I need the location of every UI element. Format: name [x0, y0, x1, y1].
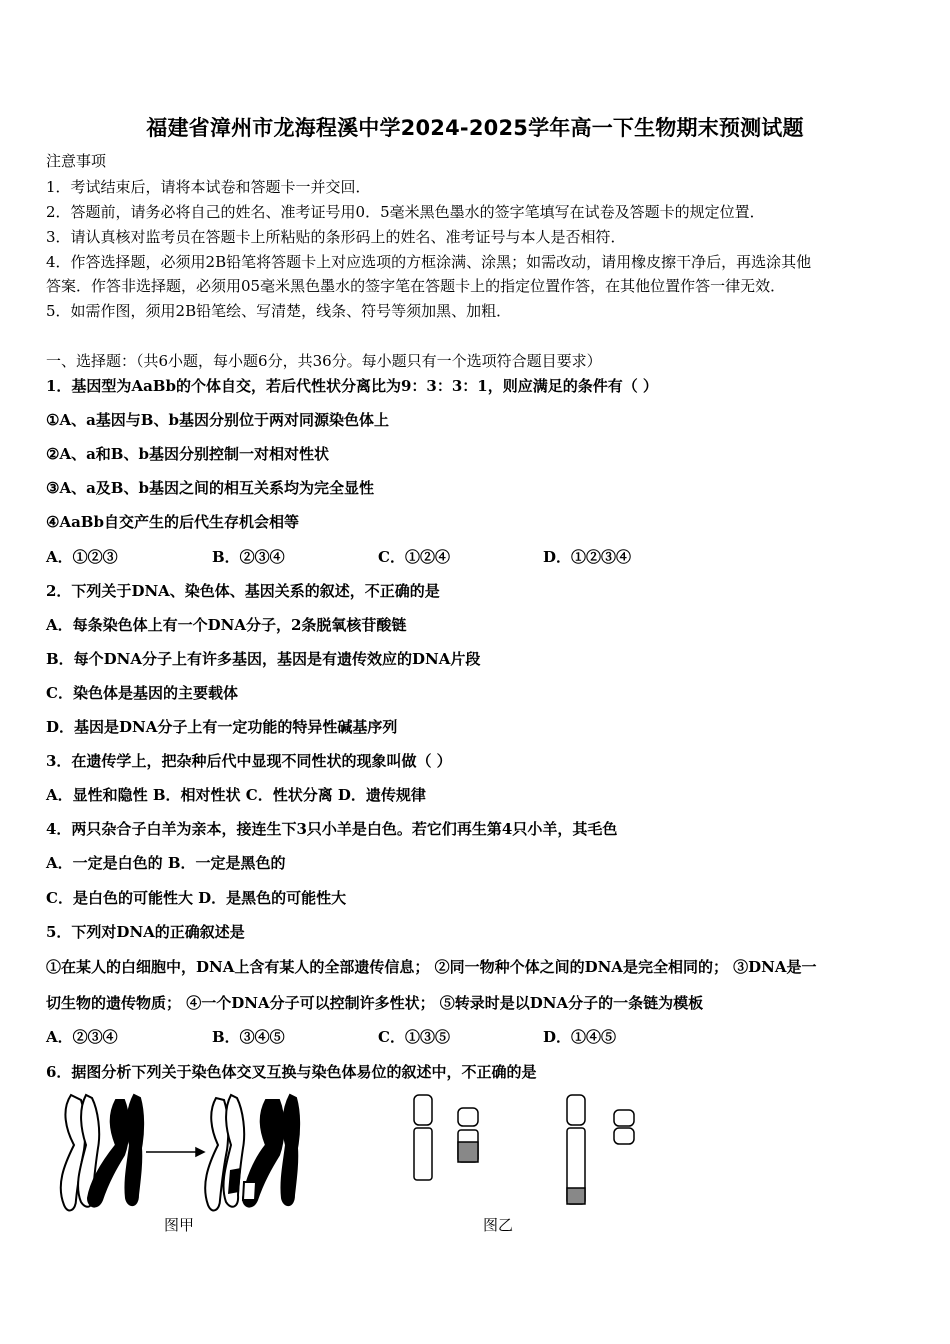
figure-b — [414, 1095, 634, 1204]
question-5-option-b: B．③④⑤ — [212, 1028, 285, 1046]
question-2-stem: 2．下列关于DNA、染色体、基因关系的叙述，不正确的是 — [46, 582, 440, 600]
notice-item: 4．作答选择题，必须用2B铅笔将答题卡上对应选项的方框涂满、涂黑；如需改动，请用橡皮擦干净后，再选涂其他 — [46, 253, 812, 271]
question-4-options-cd: C．是白色的可能性大 D．是黑色的可能性大 — [46, 889, 347, 907]
question-5-option-c: C．①③⑤ — [378, 1028, 450, 1046]
question-2-option-a: A．每条染色体上有一个DNA分子，2条脱氧核苷酸链 — [46, 616, 407, 634]
question-1-stem: 1．基因型为AaBb的个体自交，若后代性状分离比为9：3：3：1，则应满足的条件有（ ） — [46, 377, 658, 395]
question-2-option-d: D．基因是DNA分子上有一定功能的特异性碱基序列 — [46, 718, 398, 736]
chromosome-diagram — [46, 1090, 646, 1240]
page-title: 福建省漳州市龙海程溪中学2024-2025学年高一下生物期末预测试题 — [146, 116, 804, 140]
question-1-statement: ③A、a及B、b基因之间的相互关系均为完全显性 — [46, 479, 374, 497]
notice-item: 1．考试结束后，请将本试卷和答题卡一并交回． — [46, 178, 371, 196]
figure-a-after — [205, 1095, 299, 1210]
notice-item: 2．答题前，请务必将自己的姓名、准考证号用0．5毫米黑色墨水的签字笔填写在试卷及答题卡的规定位置． — [46, 203, 765, 221]
question-5-statements: ①在某人的白细胞中，DNA上含有某人的全部遗传信息； ②同一物种个体之间的DNA是完全相同的； ③DNA是一 — [46, 958, 817, 976]
question-5-statements: 切生物的遗传物质； ④一个DNA分子可以控制许多性状； ⑤转录时是以DNA分子的一条链为模板 — [46, 994, 704, 1012]
question-2-option-c: C．染色体是基因的主要载体 — [46, 684, 238, 702]
figure-a-label: 图甲 — [164, 1216, 195, 1234]
question-1-option-a: A．①②③ — [46, 548, 118, 566]
notice-heading: 注意事项 — [46, 152, 107, 170]
question-3-stem: 3．在遗传学上，把杂种后代中显现不同性状的现象叫做（ ） — [46, 752, 452, 770]
question-1-option-b: B．②③④ — [212, 548, 285, 566]
question-5-stem: 5．下列对DNA的正确叙述是 — [46, 923, 245, 941]
question-1-statement: ④AaBb自交产生的后代生存机会相等 — [46, 513, 299, 531]
question-5-option-d: D．①④⑤ — [543, 1028, 617, 1046]
question-1-option-d: D．①②③④ — [543, 548, 632, 566]
question-5-option-a: A．②③④ — [46, 1028, 118, 1046]
arrow-icon — [146, 1148, 204, 1156]
notice-item: 5．如需作图，须用2B铅笔绘、写清楚，线条、符号等须加黑、加粗． — [46, 302, 512, 320]
question-3-options: A．显性和隐性 B．相对性状 C．性状分离 D．遗传规律 — [46, 786, 426, 804]
notice-item: 3．请认真核对监考员在答题卡上所粘贴的条形码上的姓名、准考证号与本人是否相符． — [46, 228, 626, 246]
question-6-stem: 6．据图分析下列关于染色体交叉互换与染色体易位的叙述中，不正确的是 — [46, 1063, 537, 1081]
question-1-option-c: C．①②④ — [378, 548, 450, 566]
chromosome-figure — [46, 1090, 646, 1240]
figure-a-before — [61, 1095, 143, 1210]
figure-b-label: 图乙 — [483, 1216, 514, 1234]
question-2-option-b: B．每个DNA分子上有许多基因，基因是有遗传效应的DNA片段 — [46, 650, 481, 668]
question-1-statement: ②A、a和B、b基因分别控制一对相对性状 — [46, 445, 329, 463]
question-4-options-ab: A．一定是白色的 B．一定是黑色的 — [46, 854, 286, 872]
notice-item: 答案．作答非选择题，必须用05毫米黑色墨水的签字笔在答题卡上的指定位置作答，在其他位置作答一律无效． — [46, 277, 786, 295]
section-heading: 一、选择题：（共6小题，每小题6分，共36分。每小题只有一个选项符合题目要求） — [46, 352, 602, 370]
question-4-stem: 4．两只杂合子白羊为亲本，接连生下3只小羊是白色。若它们再生第4只小羊，其毛色 — [46, 820, 618, 838]
question-1-statement: ①A、a基因与B、b基因分别位于两对同源染色体上 — [46, 411, 389, 429]
